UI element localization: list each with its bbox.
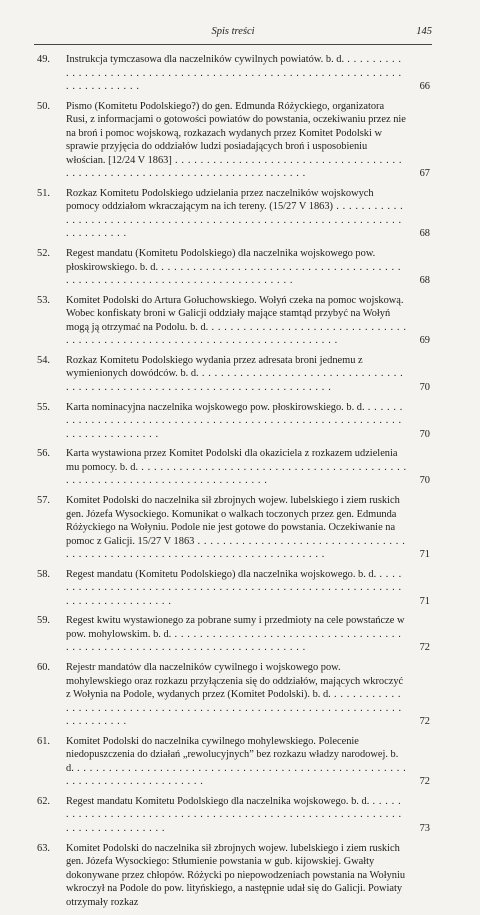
entry-page: 72	[410, 775, 430, 789]
entry-number: 59.	[37, 615, 50, 627]
entry-title: Komitet Podolski do naczelnika cywilnego mohylewskiego. Polecenie niedopuszczenia do działań „rewolucyjnych” bez rozkazu władzy narodowej. b. d. . . .	[66, 735, 407, 789]
entry-number: 50.	[37, 100, 50, 112]
toc-entry	[37, 661, 430, 729]
entry-page: 72	[410, 715, 430, 729]
entry-page: 72	[410, 641, 430, 655]
entry-number: 51.	[37, 187, 50, 199]
toc-entry	[37, 447, 430, 488]
entry-number: 53.	[37, 294, 50, 306]
toc-entry	[37, 568, 430, 609]
toc-entry	[37, 795, 430, 836]
header-rule	[34, 44, 432, 45]
entry-number: 49.	[37, 54, 50, 65]
running-title: Spis treści	[211, 26, 255, 37]
entry-page: 66	[410, 80, 430, 94]
toc-list	[37, 53, 430, 915]
entry-title: Karta wystawiona przez Komitet Podolski dla okaziciela z rozkazem udzielenia mu pomocy. b. d. . . .	[66, 447, 407, 488]
toc-entry	[37, 494, 430, 562]
entry-number: 62.	[37, 795, 50, 807]
toc-entry	[37, 100, 430, 181]
entry-title: Pismo (Komitetu Podolskiego?) do gen. Edmunda Różyckiego, organizatora Rusi, z informacjami o gotowości powiatów do powstania, oczekiwaniu przez nie na broń i pomoc wojskową, rozkazach wydanych przez Komitet Podolski w sprawie przyjęcia do oddziałów ludzi posiadających broń i usposobieniu włościan. [12/24 V 1863] . . .	[66, 100, 407, 181]
toc-entry	[37, 53, 430, 94]
entry-number: 63.	[37, 842, 50, 854]
entry-page: 70	[410, 381, 430, 395]
entry-page: 71	[410, 548, 430, 562]
toc-entry	[37, 294, 430, 348]
toc-entry	[37, 354, 430, 395]
entry-page: 68	[410, 274, 430, 288]
entry-title: Regest mandatu (Komitetu Podolskiego) dla naczelnika wojskowego. b. d. . . .	[66, 568, 407, 609]
entry-title: Rejestr mandatów dla naczelników cywilnego i wojskowego pow. mohylewskiego oraz rozkazu przyłączenia się do oddziałów, mających wkroczyć z Wołynia na Podole, wydanych przez (Komitet Podolski). b. d. . . .	[66, 661, 407, 729]
toc-entry	[37, 614, 430, 655]
entry-title: Rozkaz Komitetu Podolskiego wydania przez adresata broni jednemu z wymienionych dowódców. b. d. . . .	[66, 354, 407, 395]
toc-entry	[37, 401, 430, 442]
entry-number: 56.	[37, 448, 50, 460]
entry-page: 70	[410, 428, 430, 442]
toc-entry	[37, 842, 430, 910]
entry-page: 71	[410, 595, 430, 609]
entry-title: Rozkaz Komitetu Podolskiego udzielania przez naczelników wojskowych pomocy oddziałom wkraczającym na ich tereny. (15/27 V 1863) . . .	[66, 187, 407, 241]
entry-page: 70	[410, 474, 430, 488]
entry-number: 55.	[37, 401, 50, 413]
entry-page: 69	[410, 334, 430, 348]
entry-page: 67	[410, 167, 430, 181]
entry-title: Regest mandatu (Komitetu Podolskiego) dla naczelnika wojskowego pow. płoskirowskiego. b. d. . . .	[66, 247, 407, 288]
toc-entry	[37, 735, 430, 789]
entry-title: Komitet Podolski do naczelnika sił zbrojnych wojew. lubelskiego i ziem ruskich gen. Józefa Wysockiego: Stłumienie powstania w gub. kijowskiej. Gwałty dokonywane przez chłopów. Różycki po niepowodzeniach powstania na Wołyniu wkroczył na Podole do pow. lityńskiego, a następnie udał się do Galicji. Powiaty otrzymały rozkaz	[66, 842, 406, 908]
page-number: 145	[416, 26, 432, 37]
page-header	[34, 26, 432, 42]
entry-page: 68	[410, 227, 430, 241]
entry-number: 52.	[37, 248, 50, 260]
entry-title: Komitet Podolski do naczelnika sił zbrojnych wojew. lubelskiego i ziem ruskich gen. Józefa Wysockiego. Komunikat o walkach toczonych przez gen. Edmunda Różyckiego na Wołyniu. Podole nie jest gotowe do powstania. Oczekiwanie na pomoc z Galicji. 15/27 V 1863 . . .	[66, 494, 407, 562]
entry-title: Instrukcja tymczasowa dla naczelników cywilnych powiatów. b. d. . . .	[66, 53, 407, 94]
toc-entry	[37, 187, 430, 241]
entry-title: Regest kwitu wystawionego za pobrane sumy i przedmioty na cele powstańcze w pow. mohylowskim. b. d. . . .	[66, 614, 407, 655]
toc-entry	[37, 247, 430, 288]
entry-page: 73	[410, 822, 430, 836]
entry-title: Karta nominacyjna naczelnika wojskowego pow. płoskirowskiego. b. d. . . .	[66, 401, 407, 442]
entry-title: Komitet Podolski do Artura Gołuchowskiego. Wołyń czeka na pomoc wojskową. Wobec konfiskaty broni w Galicji oddziały mające stamtąd przybyć na Wołyń mogą ją otrzymać na Podolu. b. d. . . .	[66, 294, 407, 348]
entry-number: 60.	[37, 662, 50, 674]
entry-number: 54.	[37, 354, 50, 366]
entry-number: 57.	[37, 495, 50, 506]
entry-number: 61.	[37, 735, 50, 747]
entry-number: 58.	[37, 568, 50, 580]
entry-title: Regest mandatu Komitetu Podolskiego dla naczelnika wojskowego. b. d. . . .	[66, 795, 407, 836]
